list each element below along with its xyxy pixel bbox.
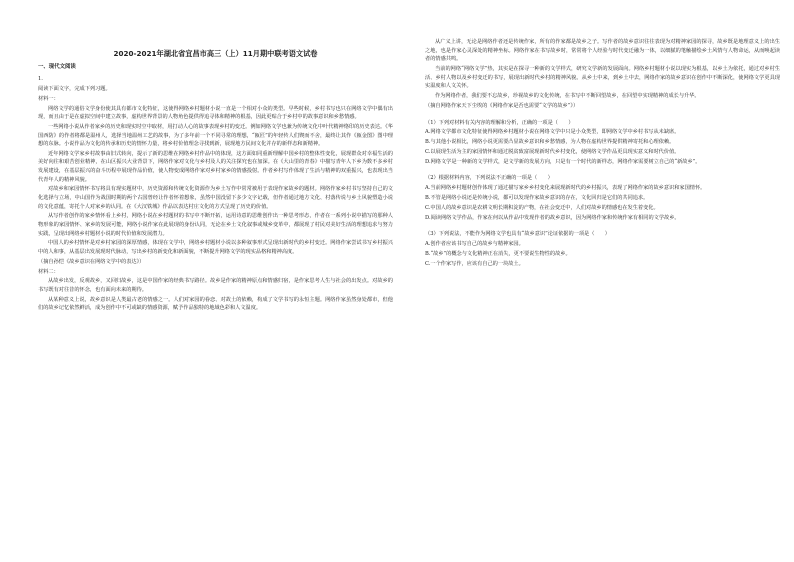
option-b: B.不管是网络小说还是传统小说，都可以发现作家故乡意识的存在，文化回归是它们的共同追求。 [425,194,649,201]
question-number: 1. [38,76,43,83]
option-b: B.与其他小说相比，网络小说更需要凸显故乡意识和乡愁情感，为人物在虚构世界提供精神寄托和心理依赖。 [425,139,675,146]
paragraph: 从某种意义上说，故乡意识是人类最古老的情感之一。人们对家园的眷恋、对故土的依赖，构成了文学书写的永恒主题。网络作家虽然身处都市，但他们的故乡记忆依然鲜活，成为创作中不可或缺的情感资源，赋予作品独特的地域色彩和人文温度。 [38,296,393,312]
paragraph: 作为网络作者，我们要不忘故乡，珍视故乡的文化传统，在书写中不断回望故乡，在回望中实现精神的成长与升华。 [435,92,700,99]
paragraph: 网络文学的通俗文学身份使其具有都市文化特征，这使得网络乡村题材小说一直是一个相对小众的类型。早些时候，乡村书写也只在网络文学中偶有出现，而且由于是在虚拟空间中建立故事，虚构世界背景的人物角色提供得追寻体和精神的根基，因此更贴合于乡村中的故事意识和乡愁情感。 [38,105,393,121]
option-c: C.以展现生活为主的家园情怀和通过脱贫致富展现新时代乡村变化，使网络文学作品更具现实意义和时代价值。 [425,148,680,155]
paragraph: 从故乡出发，反观故乡，又回归故乡，这是中国作家的经典书写路径。故乡是作家的精神原点和情感归宿，是作家思考人生与社会的出发点。对故乡的书写既有对往昔的怀念，也有面向未来的期待。 [38,278,393,293]
option-c: C.一个作家写作，应该有自己的一块故土。 [425,260,524,267]
option-d: D.网络文学是一种新的文学样式，是文学新的发展方向，只是有一个时代的新样态，网络作家需要树立自己的“新故乡”。 [425,158,701,165]
paragraph: 当前的网络“网络文学”热，其实是在探寻一种新的文学样式，研究文学新的发展面向。网络乡村题材小说以现实为根基，以乡土为依托，通过对乡村生活、乡村人物以及乡村变迁的书写，展现出新时代乡村的精神风貌。从乡土中来，到乡土中去，网络作家的故乡意识在创作中不断深化，使网络文学更具现实温度和人文关怀。 [425,65,780,90]
paragraph: 从写作者创作的家乡情怀看上乡村，网络小说在乡村题材的书写中不断开拓，运用诗意的思维创作出一种思考形态，作者在一系列小说中描写的那种人物形象的家园情怀、家乡的发展可能，网络小说作家在此展现的身份认同，无论在乡土文化叙事或城乡变革中，都展现了村民对美好生活的理想追求与努力实践，呈现出网络乡村题材小说的时代价值和发展潜力。 [38,213,393,237]
right-column [425,38,780,269]
question-1: （1）下列对材料有关内容的理解和分析，正确的一项是（ ） [425,119,574,126]
option-d: D.阅读网络文学作品，作家在何以从作品中发现作者的故乡意识，因为网络作家和传统作家有相同的文学故乡。 [425,214,680,221]
option-a: A.网络文学都市文化特征使得网络乡村题材小说在网络文学中只是小众类型，即网络文学中乡村书写从未缺席。 [425,129,680,136]
paragraph: 近年网络文学家乡村故事由旧式转向，提示了新的思维在网络乡村作品中的体现，这方面如同重新理解中国乡村的整体性变化，展现群众对幸福生活的美好向往和艰苦创业精神，在山区振兴大业背景下，网络作家对文化与乡村及人的关注探究也在加深。在《大山里的青春》中描写青年人下乡为数不多乡村发展建设，在基层振兴的奋斗历程中展现作品价值，使人物变成网络作家对乡村家乡的情感投射。作者乡村写作体现了生活与精神的双重振兴，也表现出当代青年人的精神风貌。 [38,150,393,183]
instruction: 阅读下面文字，完成下列习题。 [38,85,111,92]
section-heading: 一、现代文阅读 [38,63,76,70]
question-2: （2）根据材料内容，下列说法不正确的一项是（ ） [425,175,553,182]
left-column [38,38,393,314]
paragraph: 中国人的乡村情怀是对乡村家园的深厚情感，体现在文学中，网络乡村题材小说以多种叙事形式呈现出新时代的乡村变迁。网络作家尝试书写乡村振兴中的人和事，从基层出发展现时代脉动，写出乡村的新变化和新面貌，不断提升网络文学的现实品格和精神高度。 [38,240,393,255]
question-3: （3）下列说法，不能作为网络文学也具有“故乡意识”论证依据的一项是（ ） [425,231,610,238]
option-a: A.创作者应该书写自己的故乡与精神家园。 [425,241,524,248]
option-c: C.中国人的故乡意识是农耕文明长期积淀的产物，在社会变迁中，人们对故乡的情感也在发生着变化。 [425,204,659,211]
source-citation: （摘自孙恺《故乡意识在网络文学中的表达》） [38,258,145,265]
material-one-label: 材料一： [38,95,59,102]
paragraph: 从广义上讲，无论是网络作者还是传统作家，所有的作家都是故乡之子。写作者的故乡意识往往表现为对精神家园的探寻，故乡既是地理意义上的出生之地，也是作家心灵深处的精神坐标。网络作家在书写故乡时，常常将个人经验与时代变迁融为一体，以细腻的笔触描绘乡土风情与人物命运，从而唤起读者的情感共鸣。 [425,39,780,63]
source-citation: （摘自网络作家天下尘埃的《网络作家是否也需要“文学的故乡”》） [425,102,579,109]
exam-title: 2020-2021年湖北省宜昌市高三（上）11月期中联考语文试卷 [113,49,318,58]
option-b: B.“故乡”的概念与文化精神正在消失，更不要说生物性的故乡。 [425,250,571,257]
option-a: A.当前网络乡村题材创作体现了通过描写家乡乡村变化来展现新时代的乡村振兴，表现了网络作家的故乡意识和家国情怀。 [425,185,706,192]
material-two-label: 材料二： [38,268,59,275]
paragraph: 一些网络小说从作者家乡的历史和现实时空中取材，用打动人心的故事表现乡村的变迁。例如网络文学也兼为传统文化中叶代精神烙印的历史表达。《华国西防》的作者将都是温州人，选择当地温州工艺的故事，为了多年前一个不同寻常的理想，“瓯匠”的年轻传人们锲而不舍，最终让其作《瓯金图》图中理想的东脉。小说作品为文化的传承和历史的情怀力量，将乡村价值理念寻找到新，展现地方民间文化并存的新样态和新精神。 [38,123,393,148]
paragraph: 对故乡和家园情怀书写将具有现实题材中，历史资源和传统文化资源作为乡土写作中常常被用于表现作家故乡的题材。网络作家乡村书写坚持自己的文化选择与立场，中山国作为战国时期的两个古国曾经让作者怀着想象，虽然中国没留下多少文字记载，但作者通过地方文化、村落传说与乡土风貌塑造小说的文化意蕴，寄托个人对家乡的认同。在《大汉铁城》作品以表达村庄文化的方式呈现了历史的价值。 [38,186,393,210]
